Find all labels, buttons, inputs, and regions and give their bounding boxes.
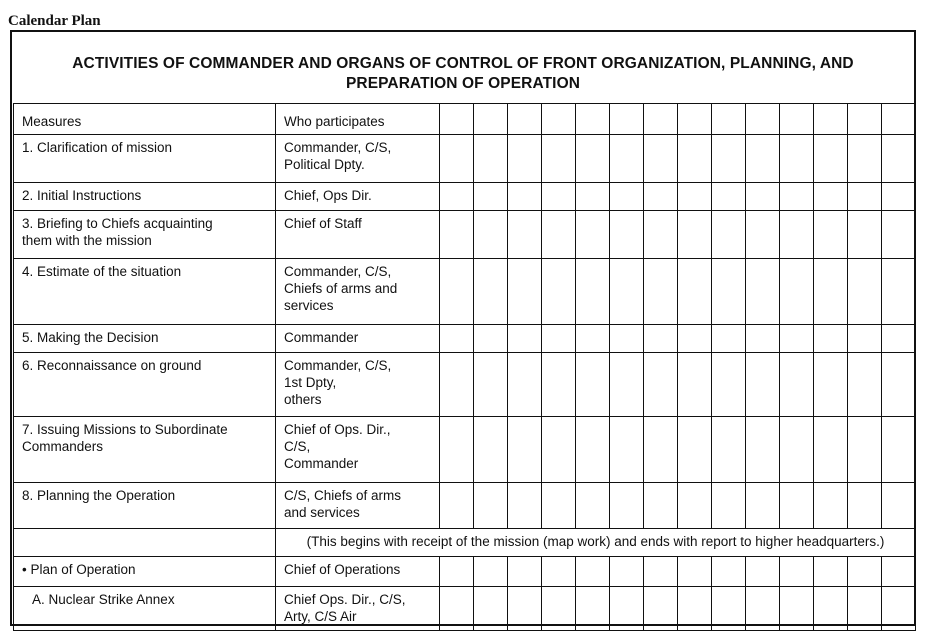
schedule-cell [644, 417, 678, 483]
cell-line: 8. Planning the Operation [22, 488, 176, 503]
schedule-cell [440, 587, 474, 631]
cell-line: Political Dpty. [284, 157, 365, 172]
schedule-cell [542, 325, 576, 353]
schedule-cell [848, 417, 882, 483]
measure-cell [14, 135, 276, 183]
schedule-cell [644, 259, 678, 325]
measure-cell [14, 183, 276, 211]
cell-line: Commanders [22, 439, 104, 454]
schedule-cell [848, 483, 882, 529]
cell-line: services [284, 298, 334, 313]
cell-line: A. Nuclear Strike Annex [32, 592, 175, 607]
schedule-cell [882, 483, 916, 529]
schedule-cell [848, 353, 882, 417]
schedule-cell [712, 211, 746, 259]
cell-line: others [284, 392, 322, 407]
schedule-cell [644, 587, 678, 631]
participants-cell [276, 417, 440, 483]
schedule-cell [678, 135, 712, 183]
participants-cell [276, 587, 440, 631]
schedule-cell [814, 417, 848, 483]
table-row [14, 259, 916, 325]
schedule-cell [474, 353, 508, 417]
schedule-cell [440, 104, 474, 135]
schedule-cell [678, 353, 712, 417]
schedule-cell [576, 587, 610, 631]
participants-cell [276, 557, 440, 587]
table-row [14, 483, 916, 529]
schedule-cell [814, 587, 848, 631]
schedule-cell [712, 259, 746, 325]
schedule-cell [712, 353, 746, 417]
participants-cell [276, 325, 440, 353]
cell-line: 3. Briefing to Chiefs acquainting [22, 216, 213, 231]
schedule-cell [542, 135, 576, 183]
schedule-cell [508, 259, 542, 325]
participants-cell [276, 183, 440, 211]
schedule-cell [610, 417, 644, 483]
schedule-cell [508, 557, 542, 587]
schedule-cell [814, 259, 848, 325]
participants-cell [276, 259, 440, 325]
schedule-cell [508, 483, 542, 529]
cell-line: C/S, [284, 439, 311, 454]
measure-cell [14, 353, 276, 417]
schedule-cell [542, 259, 576, 325]
schedule-cell [848, 557, 882, 587]
schedule-cell [644, 135, 678, 183]
table-row [14, 135, 916, 183]
schedule-cell [610, 104, 644, 135]
cell-line: C/S, Chiefs of arms [284, 488, 402, 503]
schedule-cell [848, 211, 882, 259]
schedule-cell [780, 587, 814, 631]
schedule-cell [508, 417, 542, 483]
schedule-cell [746, 104, 780, 135]
schedule-cell [882, 104, 916, 135]
schedule-cell [746, 557, 780, 587]
schedule-cell [576, 353, 610, 417]
schedule-cell [780, 483, 814, 529]
schedule-cell [576, 325, 610, 353]
table-row [14, 211, 916, 259]
schedule-cell [474, 259, 508, 325]
schedule-cell [746, 135, 780, 183]
schedule-cell [542, 587, 576, 631]
schedule-cell [576, 104, 610, 135]
schedule-cell [542, 183, 576, 211]
schedule-cell [678, 325, 712, 353]
schedule-cell [678, 483, 712, 529]
cell-line: Commander, C/S, [284, 358, 392, 373]
cell-line: 4. Estimate of the situation [22, 264, 182, 279]
schedule-cell [678, 104, 712, 135]
schedule-cell [542, 353, 576, 417]
schedule-cell [610, 483, 644, 529]
schedule-cell [882, 211, 916, 259]
schedule-cell [508, 104, 542, 135]
schedule-cell [780, 417, 814, 483]
table-row [14, 417, 916, 483]
participants-cell [276, 135, 440, 183]
schedule-cell [780, 353, 814, 417]
schedule-cell [576, 557, 610, 587]
schedule-cell [474, 325, 508, 353]
schedule-cell [882, 135, 916, 183]
page-label: Calendar Plan [8, 13, 101, 29]
measures-header: Measures [14, 104, 276, 135]
cell-line: 5. Making the Decision [22, 330, 159, 345]
schedule-cell [848, 325, 882, 353]
cell-line: Commander [284, 456, 359, 471]
schedule-cell [508, 325, 542, 353]
table-row [14, 183, 916, 211]
schedule-cell [508, 135, 542, 183]
schedule-cell [576, 135, 610, 183]
schedule-cell [712, 483, 746, 529]
cell-line: them with the mission [22, 233, 152, 248]
schedule-cell [542, 483, 576, 529]
header-row [14, 104, 916, 135]
schedule-cell [882, 557, 916, 587]
schedule-cell [474, 211, 508, 259]
schedule-cell [474, 483, 508, 529]
schedule-cell [678, 259, 712, 325]
cell-line: Chiefs of arms and [284, 281, 398, 296]
measure-cell [14, 259, 276, 325]
participants-cell [276, 211, 440, 259]
title-line-2: PREPARATION OF OPERATION [345, 75, 581, 92]
schedule-cell [814, 353, 848, 417]
sub-table-row [14, 587, 916, 631]
measure-cell [14, 587, 276, 631]
schedule-cell [780, 183, 814, 211]
schedule-cell [712, 325, 746, 353]
schedule-cell [644, 325, 678, 353]
schedule-cell [814, 557, 848, 587]
schedule-cell [848, 183, 882, 211]
cell-line: Chief, Ops Dir. [284, 188, 372, 203]
schedule-cell [474, 104, 508, 135]
schedule-cell [712, 557, 746, 587]
schedule-cell [678, 557, 712, 587]
schedule-cell [746, 417, 780, 483]
schedule-cell [678, 211, 712, 259]
schedule-cell [576, 211, 610, 259]
schedule-cell [440, 483, 474, 529]
cell-line: and services [284, 505, 360, 520]
schedule-cell [440, 417, 474, 483]
schedule-cell [610, 353, 644, 417]
schedule-cell [712, 135, 746, 183]
cell-line: • Plan of Operation [22, 562, 136, 577]
schedule-cell [882, 325, 916, 353]
schedule-cell [814, 211, 848, 259]
schedule-cell [814, 135, 848, 183]
schedule-cell [848, 259, 882, 325]
schedule-cell [882, 183, 916, 211]
schedule-cell [474, 135, 508, 183]
schedule-cell [610, 557, 644, 587]
schedule-cell [814, 183, 848, 211]
measure-cell [14, 557, 276, 587]
cell-line: Commander [284, 330, 359, 345]
schedule-cell [848, 135, 882, 183]
schedule-cell [508, 183, 542, 211]
schedule-cell [644, 353, 678, 417]
calendar-plan-table [13, 103, 916, 631]
schedule-cell [848, 587, 882, 631]
schedule-cell [474, 557, 508, 587]
schedule-cell [814, 483, 848, 529]
schedule-cell [678, 587, 712, 631]
participants-cell [276, 483, 440, 529]
schedule-cell [576, 417, 610, 483]
schedule-cell [542, 417, 576, 483]
schedule-cell [440, 259, 474, 325]
schedule-cell [474, 183, 508, 211]
cell-line: Chief of Ops. Dir., [284, 422, 391, 437]
schedule-cell [610, 587, 644, 631]
schedule-cell [644, 211, 678, 259]
schedule-cell [678, 183, 712, 211]
participants-cell [276, 353, 440, 417]
schedule-cell [542, 557, 576, 587]
page-title [12, 54, 914, 94]
schedule-cell [848, 104, 882, 135]
cell-line: Commander, C/S, [284, 140, 392, 155]
note-blank-cell [14, 529, 276, 557]
schedule-cell [780, 259, 814, 325]
schedule-cell [440, 353, 474, 417]
cell-line: 7. Issuing Missions to Subordinate [22, 422, 228, 437]
schedule-cell [576, 259, 610, 325]
schedule-cell [746, 259, 780, 325]
schedule-cell [780, 325, 814, 353]
schedule-cell [746, 483, 780, 529]
measure-cell [14, 211, 276, 259]
schedule-cell [814, 104, 848, 135]
schedule-cell [644, 483, 678, 529]
schedule-cell [712, 417, 746, 483]
cell-line: Chief of Staff [284, 216, 362, 231]
measure-cell [14, 325, 276, 353]
schedule-cell [610, 211, 644, 259]
schedule-cell [882, 587, 916, 631]
schedule-cell [576, 183, 610, 211]
schedule-cell [508, 353, 542, 417]
cell-line: Chief of Operations [284, 562, 401, 577]
schedule-cell [644, 183, 678, 211]
cell-line: 1. Clarification of mission [22, 140, 173, 155]
schedule-cell [712, 104, 746, 135]
note-text: (This begins with receipt of the mission (map work) and ends with report to higher headquarters.) [276, 529, 916, 557]
cell-line: Commander, C/S, [284, 264, 392, 279]
sub-table-row [14, 557, 916, 587]
cell-line: 2. Initial Instructions [22, 188, 142, 203]
schedule-cell [440, 183, 474, 211]
schedule-cell [610, 259, 644, 325]
schedule-cell [644, 104, 678, 135]
schedule-cell [576, 483, 610, 529]
measure-cell [14, 417, 276, 483]
schedule-cell [474, 587, 508, 631]
schedule-cell [474, 417, 508, 483]
note-row [14, 529, 916, 557]
schedule-cell [746, 183, 780, 211]
schedule-cell [644, 557, 678, 587]
schedule-cell [440, 325, 474, 353]
schedule-cell [678, 417, 712, 483]
schedule-cell [746, 353, 780, 417]
schedule-cell [440, 211, 474, 259]
schedule-cell [712, 587, 746, 631]
cell-line: 6. Reconnaissance on ground [22, 358, 202, 373]
schedule-cell [780, 135, 814, 183]
schedule-cell [610, 135, 644, 183]
schedule-cell [746, 587, 780, 631]
schedule-cell [780, 557, 814, 587]
schedule-cell [508, 211, 542, 259]
schedule-cell [440, 557, 474, 587]
schedule-cell [542, 104, 576, 135]
schedule-cell [882, 353, 916, 417]
schedule-cell [542, 211, 576, 259]
cell-line: Arty, C/S Air [284, 609, 357, 624]
schedule-cell [780, 104, 814, 135]
schedule-cell [882, 259, 916, 325]
schedule-cell [610, 325, 644, 353]
title-line-1: ACTIVITIES OF COMMANDER AND ORGANS OF CONTROL OF FRONT ORGANIZATION, PLANNING, AND [72, 55, 854, 72]
participants-header: Who participates [276, 104, 440, 135]
measure-cell [14, 483, 276, 529]
table-row [14, 353, 916, 417]
schedule-cell [780, 211, 814, 259]
cell-line: 1st Dpty, [284, 375, 337, 390]
cell-line: Chief Ops. Dir., C/S, [284, 592, 406, 607]
schedule-cell [746, 211, 780, 259]
table-row [14, 325, 916, 353]
schedule-cell [440, 135, 474, 183]
schedule-cell [610, 183, 644, 211]
schedule-cell [814, 325, 848, 353]
schedule-cell [882, 417, 916, 483]
schedule-cell [746, 325, 780, 353]
schedule-cell [508, 587, 542, 631]
schedule-cell [712, 183, 746, 211]
